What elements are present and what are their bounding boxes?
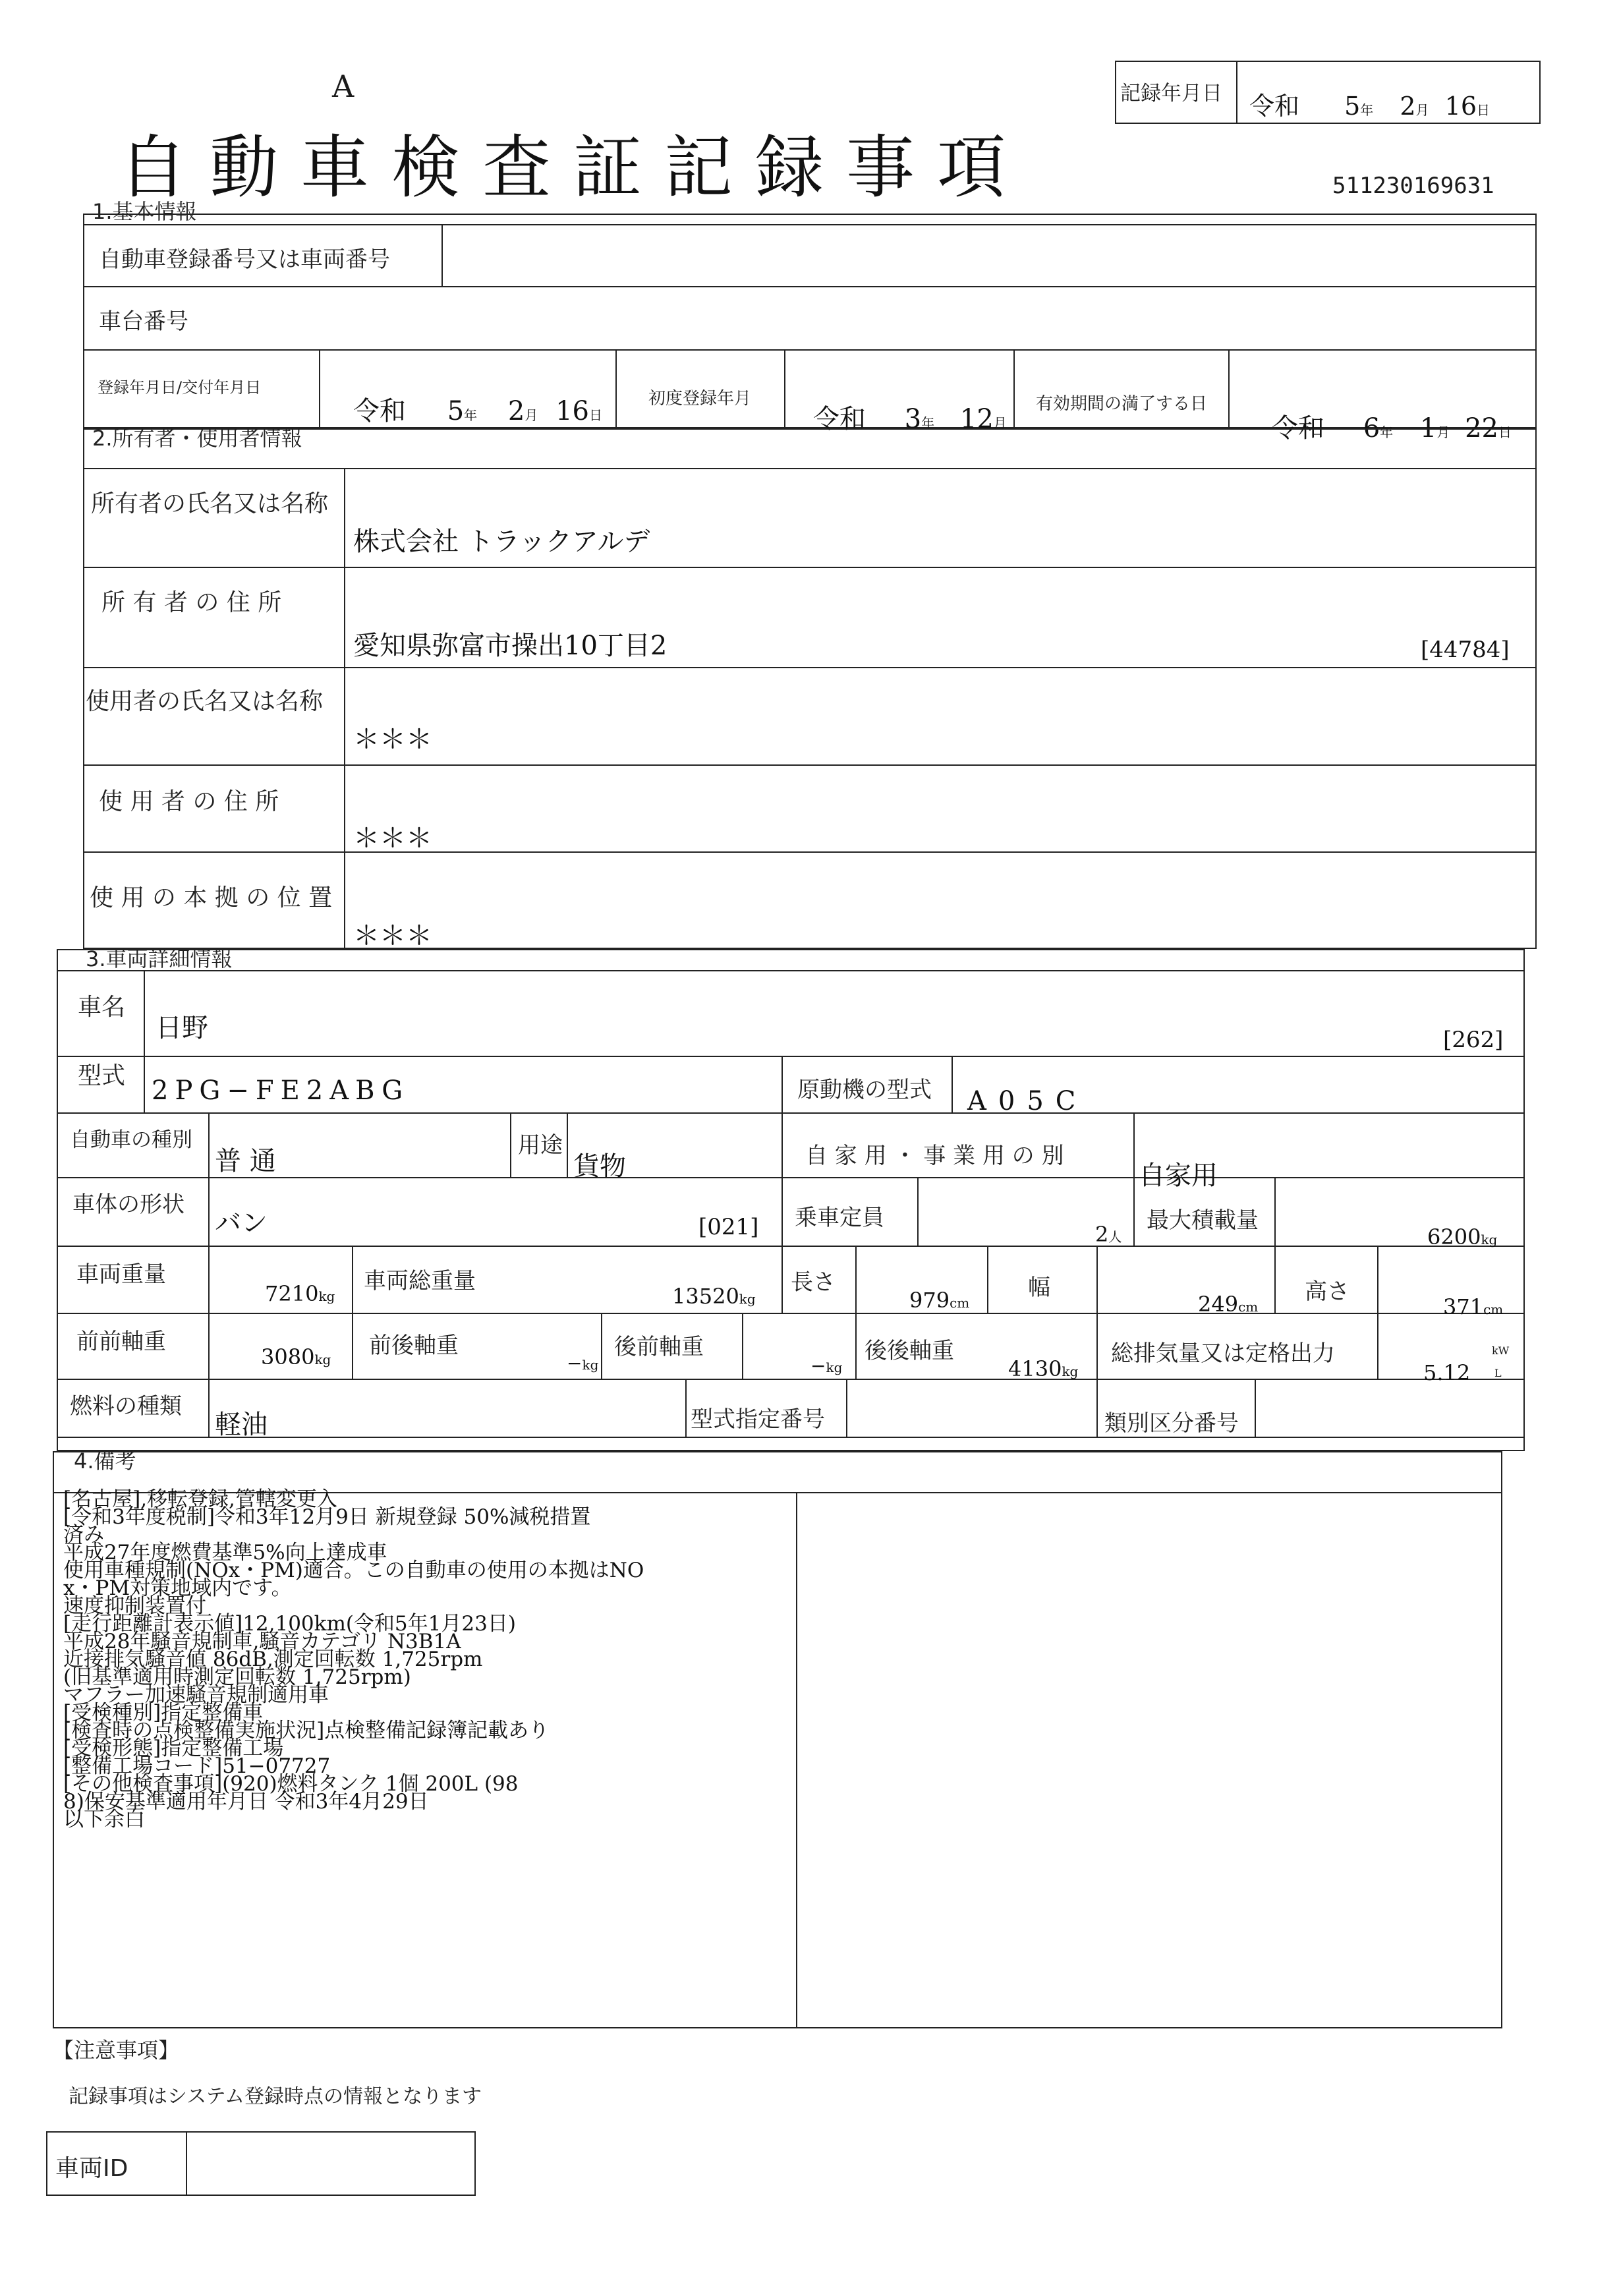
front-rear-axle-value: −kg: [567, 1352, 599, 1374]
owner-name-label: 所有者の氏名又は名称: [91, 490, 329, 517]
owner-address-label: 所 有 者 の 住 所: [101, 589, 282, 616]
vehicle-kind-value: 普 通: [215, 1146, 276, 1176]
user-name-value: ＊＊＊: [353, 724, 432, 755]
max-load-value: 6200kg: [1427, 1224, 1498, 1249]
document-number: 511230169631: [1332, 173, 1494, 199]
document-title: 自動車検査証記録事項: [119, 127, 1029, 208]
remark-line: 速度抑制装置付: [63, 1594, 206, 1618]
vehicle-id-label: 車両ID: [55, 2155, 128, 2182]
vehicle-weight-value: 7210kg: [265, 1281, 335, 1306]
displacement-label: 総排気量又は定格出力: [1111, 1340, 1335, 1367]
vehicle-use-value: 貨物: [573, 1151, 626, 1182]
remark-line: [走行距離計表示値]12,100km(令和5年1月23日): [63, 1612, 516, 1636]
displacement-unit-kw: kW: [1492, 1344, 1510, 1357]
height-value: 371cm: [1443, 1294, 1504, 1319]
private-business-value: 自家用: [1139, 1161, 1218, 1191]
record-date-value: 令和 5年 2月 16日: [1249, 92, 1491, 121]
model-value: 2PG−FE2ABG: [152, 1076, 410, 1106]
front-rear-axle-label: 前後軸重: [369, 1333, 459, 1359]
rear-front-axle-value: −kg: [810, 1355, 843, 1377]
remark-line: [令和3年度税制]令和3年12月9日 新規登録 50%減税措置: [63, 1505, 591, 1529]
remark-line: 平成27年度燃費基準5%向上達成車: [63, 1541, 387, 1564]
displacement-unit-l: L: [1494, 1367, 1502, 1379]
expiry-date-label: 有効期間の満了する日: [1036, 394, 1208, 414]
remark-line: マフラー加速騒音規制適用車: [63, 1683, 329, 1707]
length-label: 長さ: [791, 1269, 836, 1296]
fuel-type-label: 燃料の種類: [70, 1393, 182, 1420]
notes-text: 記録事項はシステム登録時点の情報となります: [69, 2085, 482, 2108]
remark-line: x・PM対策地域内です。: [63, 1576, 292, 1600]
owner-address-code: [44784]: [1421, 637, 1510, 663]
width-value: 249cm: [1198, 1292, 1259, 1317]
front-front-axle-label: 前前軸重: [76, 1329, 166, 1355]
section-vehicle-details: [57, 949, 1525, 1451]
remark-line: [整備工場コード]51−07727: [63, 1754, 331, 1778]
owner-name-value: 株式会社 トラックアルデ: [353, 527, 650, 557]
model-label: 型式: [78, 1062, 126, 1089]
vehicle-make-label: 車名: [78, 994, 126, 1021]
engine-model-label: 原動機の型式: [797, 1077, 932, 1103]
vehicle-make-code: [262]: [1443, 1027, 1504, 1053]
remark-line: 平成28年騒音規制車,騒音カテゴリ N3B1A: [63, 1630, 461, 1653]
section-vehicle-heading: 3.車両詳細情報: [86, 946, 233, 971]
vehicle-weight-label: 車両重量: [76, 1261, 166, 1288]
displacement-value: 5.12: [1423, 1360, 1471, 1385]
length-value: 979cm: [909, 1288, 970, 1313]
registration-number-label: 自動車登録番号又は車両番号: [99, 246, 390, 273]
remark-line: [検査時の点検整備実施状況]点検整備記録簿記載あり: [63, 1719, 550, 1742]
front-front-axle-value: 3080kg: [261, 1344, 331, 1369]
seating-capacity-label: 乗車定員: [795, 1205, 884, 1231]
record-date-label: 記録年月日: [1120, 82, 1222, 105]
notes-heading: 【注意事項】: [53, 2038, 180, 2063]
seating-capacity-value: 2人: [1095, 1222, 1122, 1247]
class-number-label: 類別区分番号: [1104, 1410, 1239, 1437]
remark-line: 以下余白: [63, 1808, 145, 1831]
engine-model-value: A05C: [967, 1086, 1088, 1116]
user-address-value: ＊＊＊: [353, 823, 432, 853]
remark-line: [受検形態]指定整備工場: [63, 1736, 284, 1760]
remark-line: [その他検査事項](920)燃料タンク 1個 200L (98: [63, 1772, 519, 1796]
body-shape-value: バン: [215, 1208, 268, 1238]
private-business-label: 自 家 用 ・ 事 業 用 の 別: [805, 1143, 1064, 1169]
type-designation-label: 型式指定番号: [691, 1406, 825, 1433]
max-load-label: 最大積載量: [1147, 1207, 1259, 1234]
expiry-date-value: 令和 6年 1月 22日: [1272, 413, 1512, 444]
vehicle-make-value: 日野: [156, 1013, 208, 1043]
body-shape-label: 車体の形状: [72, 1191, 185, 1218]
registration-date-value: 令和 5年 2月 16日: [353, 396, 602, 426]
form-mark: A: [332, 69, 355, 104]
remarks-text: [63, 1487, 644, 1831]
remark-line: 8)保安基準適用年月日 令和3年4月29日: [63, 1790, 429, 1814]
first-registration-label: 初度登録年月: [648, 389, 752, 409]
rear-front-axle-label: 後前軸重: [614, 1334, 704, 1360]
rear-rear-axle-label: 後後軸重: [865, 1338, 954, 1364]
remark-line: (旧基準適用時測定回転数 1,725rpm): [63, 1665, 411, 1689]
first-registration-value: 令和 3年 12月: [813, 404, 1007, 434]
user-name-label: 使用者の氏名又は名称: [86, 688, 324, 715]
remark-line: [名古屋],移転登録,管轄変更入: [63, 1487, 337, 1511]
gross-weight-label: 車両総重量: [364, 1268, 476, 1294]
registration-date-label: 登録年月日/交付年月日: [98, 378, 262, 397]
owner-address-value: 愛知県弥富市操出10丁目2: [353, 631, 667, 661]
chassis-number-label: 車台番号: [99, 308, 188, 335]
base-location-value: ＊＊＊: [353, 921, 432, 951]
section-remarks-heading: 4.備考: [74, 1449, 136, 1474]
fuel-type-value: 軽油: [215, 1410, 268, 1440]
remark-line: 使用車種規制(NOx・PM)適合。この自動車の使用の本拠はNO: [63, 1559, 644, 1582]
section-owner-heading: 2.所有者・使用者情報: [92, 426, 302, 451]
gross-weight-value: 13520kg: [672, 1284, 756, 1309]
remark-line: 近接排気騒音値 86dB,測定回転数 1,725rpm: [63, 1648, 483, 1671]
vehicle-use-label: 用途: [518, 1132, 563, 1159]
remark-line: [受検種別]指定整備車: [63, 1701, 264, 1725]
base-location-label: 使 用 の 本 拠 の 位 置: [90, 884, 333, 911]
vehicle-kind-label: 自動車の種別: [70, 1128, 192, 1152]
body-shape-code: [021]: [698, 1214, 759, 1240]
height-label: 高さ: [1305, 1278, 1349, 1305]
remark-line: 済み: [63, 1523, 104, 1547]
user-address-label: 使 用 者 の 住 所: [99, 788, 279, 815]
section-basic-heading: 1.基本情報: [92, 199, 197, 224]
width-label: 幅: [1028, 1275, 1050, 1301]
rear-rear-axle-value: 4130kg: [1008, 1356, 1079, 1381]
